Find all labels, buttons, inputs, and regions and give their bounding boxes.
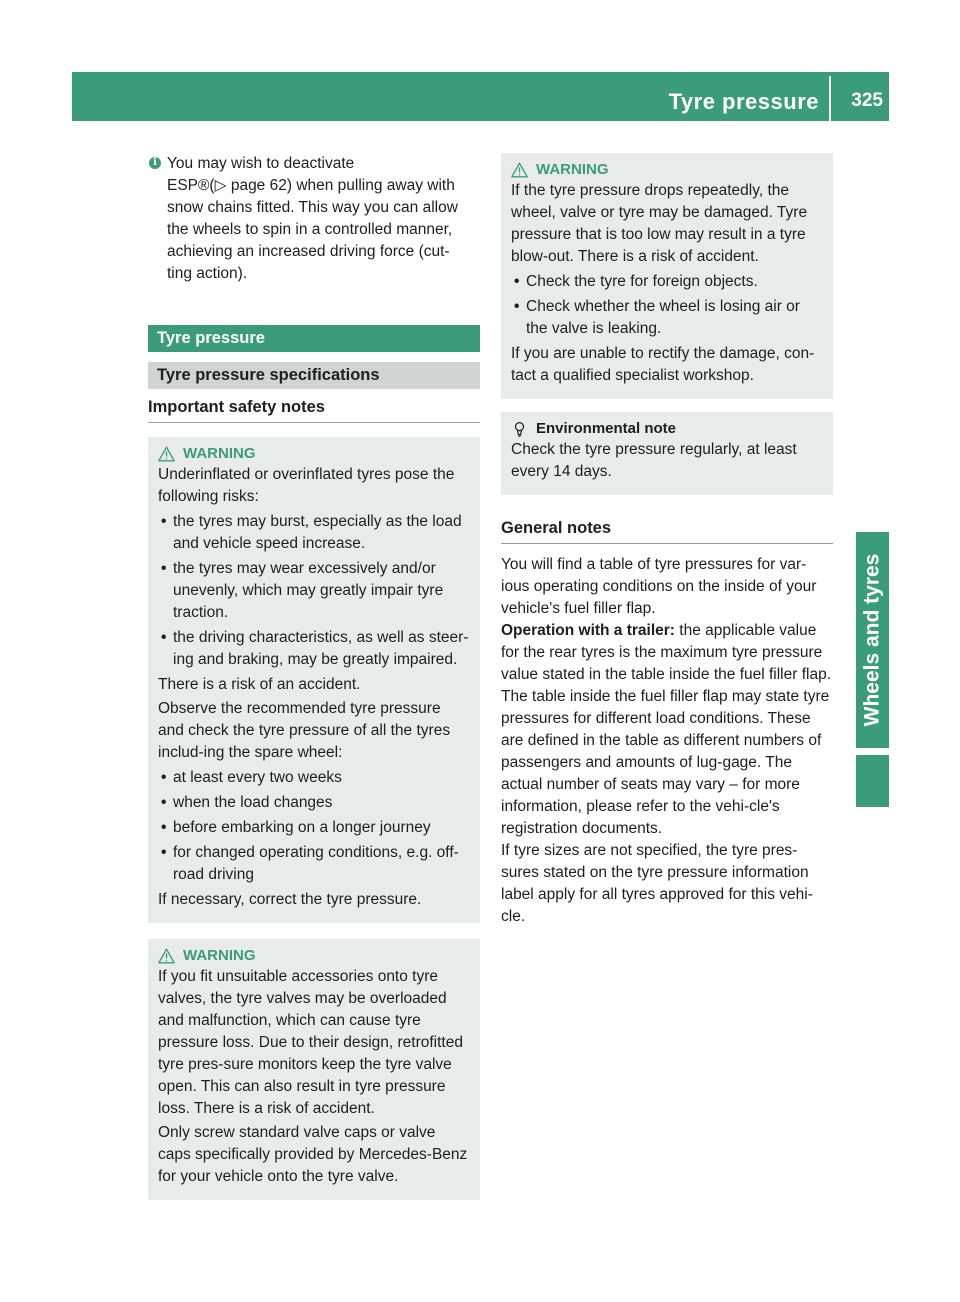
list-item: • for changed operating conditions, e.g. off-road driving <box>158 842 470 886</box>
list-item: • the driving characteristics, as well as steer-ing and braking, may be greatly impaired. <box>158 627 470 671</box>
chapter-title: Tyre pressure <box>668 89 819 114</box>
warning-triangle-icon <box>158 948 175 964</box>
info-note <box>148 153 480 285</box>
list-item: • the tyres may burst, especially as the load and vehicle speed increase. <box>158 511 470 555</box>
warning-intro: Underinflated or overinflated tyres pose the following risks: <box>158 466 455 505</box>
list-item: • at least every two weeks <box>158 767 470 789</box>
page-number: 325 <box>851 90 883 111</box>
check-list <box>158 767 470 886</box>
warning-triangle-icon <box>158 446 175 462</box>
info-line: ESP®(▷ page 62) when pulling away with <box>167 177 455 194</box>
warning-triangle-icon <box>511 162 528 178</box>
info-line: achieving an increased driving force (cut- <box>167 243 450 260</box>
warning-box <box>148 437 480 923</box>
list-item: • before embarking on a longer journey <box>158 817 470 839</box>
side-tab-label-wrap <box>856 532 889 748</box>
section-title: Tyre pressure <box>148 325 480 352</box>
info-line: You may wish to deactivate <box>167 155 355 172</box>
side-tab-label: Wheels and tyres <box>860 553 884 727</box>
env-note-title <box>511 420 823 437</box>
subsection-title: Tyre pressure specifications <box>148 362 480 389</box>
safety-heading: Important safety notes <box>148 398 480 423</box>
header-divider <box>829 76 831 121</box>
trailer-label: Operation with a trailer: <box>501 622 675 639</box>
list-item: • when the load changes <box>158 792 470 814</box>
info-icon: i <box>149 157 161 169</box>
side-tab-marker <box>856 755 889 807</box>
warning-text: If you fit unsuitable accessories onto tyre valves, the tyre valves may be overloaded and malfunction, which can cause tyre pressure loss. Due to their design, retrofitted tyre pres-sure monitors keep the tyre valve open. This can also result in tyre pressure loss. There is a risk of accident. <box>158 968 463 1117</box>
list-item: • Check the tyre for foreign objects. <box>511 271 823 293</box>
list-item: • Check whether the wheel is losing air or the valve is leaking. <box>511 296 823 340</box>
trailer-paragraph <box>501 620 833 686</box>
general-paragraph: You will find a table of tyre pressures for var-ious operating conditions on the inside of your vehicle's fuel filler flap. <box>501 556 817 617</box>
warning-closing: If necessary, correct the tyre pressure. <box>158 891 422 908</box>
warning-title <box>158 445 470 462</box>
list-item: • the tyres may wear excessively and/or unevenly, which may greatly impair tyre traction. <box>158 558 470 624</box>
info-line: snow chains fitted. This way you can allow <box>167 199 458 216</box>
environmental-note <box>501 412 833 495</box>
general-paragraph: The table inside the fuel filler flap may state tyre pressures for different load conditions. These are defined in the table as different numbers of passengers and amounts of lug-gage. The actual number of seats may vary – for more information, please refer to the vehi-cle's registration documents. <box>501 688 830 837</box>
warning-box <box>501 153 833 399</box>
trailer-text: the applicable value for the rear tyres is the maximum tyre pressure value stated in the table inside the fuel filler flap. <box>501 622 832 683</box>
general-paragraph: If tyre sizes are not specified, the tyre pres-sures stated on the tyre pressure information label apply for all tyres approved for this vehi-cle. <box>501 842 813 925</box>
env-note-label: Environmental note <box>536 420 677 437</box>
warning-intro: If the tyre pressure drops repeatedly, the wheel, valve or tyre may be damaged. Tyre pressure that is too low may result in a tyre blow-out. There is a risk of accident. <box>511 182 808 265</box>
warning-title <box>511 161 823 178</box>
left-column <box>148 153 480 1200</box>
warning-label: WARNING <box>183 947 256 964</box>
right-column <box>501 153 833 928</box>
check-list <box>511 271 823 340</box>
warning-label: WARNING <box>536 161 609 178</box>
warning-closing: If you are unable to rectify the damage, con-tact a qualified specialist workshop. <box>511 345 815 384</box>
warning-title <box>158 947 470 964</box>
info-text <box>167 153 458 285</box>
lightbulb-icon <box>511 421 528 437</box>
page-header <box>72 72 889 121</box>
warning-box <box>148 939 480 1200</box>
env-note-text: Check the tyre pressure regularly, at least every 14 days. <box>511 441 797 480</box>
risk-list <box>158 511 470 671</box>
warning-label: WARNING <box>183 445 256 462</box>
warning-text: Only screw standard valve caps or valve caps specifically provided by Mercedes-Benz for your vehicle onto the tyre valve. <box>158 1124 468 1185</box>
info-line: ting action). <box>167 265 248 282</box>
general-notes-heading: General notes <box>501 519 833 544</box>
risk-statement: There is a risk of an accident. <box>158 676 361 693</box>
observe-text: Observe the recommended tyre pressure and check the tyre pressure of all the tyres includ-ing the spare wheel: <box>158 700 451 761</box>
info-line: the wheels to spin in a controlled manner, <box>167 221 453 238</box>
